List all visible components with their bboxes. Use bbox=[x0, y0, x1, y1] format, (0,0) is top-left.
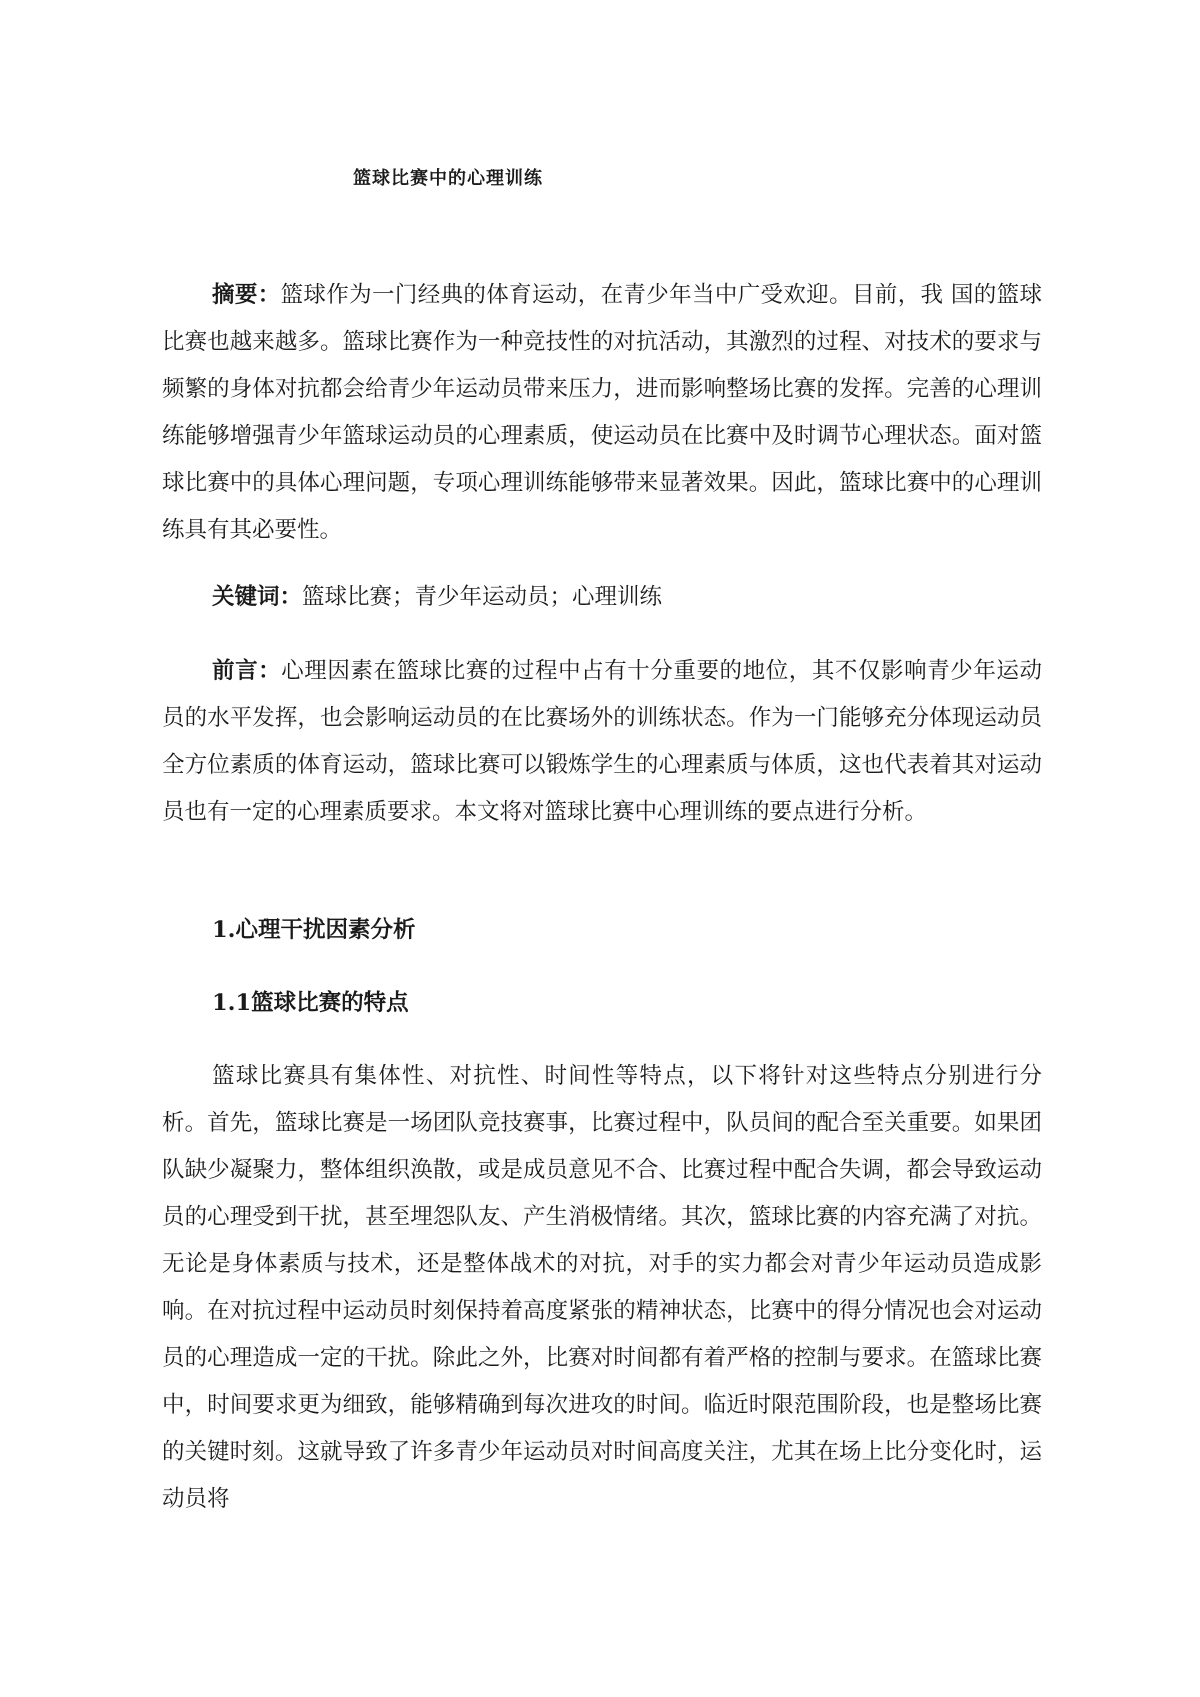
body-paragraph: 篮球比赛具有集体性、对抗性、时间性等特点，以下将针对这些特点分别进行分析。首先，篮球比赛是一场团队竞技赛事，比赛过程中，队员间的配合至关重要。如果团队缺少凝聚力，整体组织涣散，或是成员意见不合、比赛过程中配合失调，都会导致运动员的心理受到干扰，甚至埋怨队友、产生消极情绪。其次，篮球比赛的内容充满了对抗。无论是身体素质与技术，还是整体战术的对抗，对手的实力都会对青少年运动员造成影响。在对抗过程中运动员时刻保持着高度紧张的精神状态，比赛中的得分情况也会对运动员的心理造成一定的干扰。除此之外，比赛对时间都有着严格的控制与要求。在篮球比赛中，时间要求更为细致，能够精确到每次进攻的时间。临近时限范围阶段，也是整场比赛的关键时刻。这就导致了许多青少年运动员对时间高度关注，尤其在场上比分变化时，运动员将 bbox=[162, 1063, 1042, 1512]
abstract-label: 摘要： bbox=[212, 282, 281, 308]
keywords-paragraph bbox=[162, 574, 1042, 621]
preface-text: 心理因素在篮球比赛的过程中占有十分重要的地位，其不仅影响青少年运动员的水平发挥，也会影响运动员的在比赛场外的训练状态。作为一门能够充分体现运动员全方位素质的体育运动，篮球比赛可以锻炼学生的心理素质与体质，这也代表着其对运动员也有一定的心理素质要求。本文将对篮球比赛中心理训练的要点进行分析。 bbox=[162, 658, 1042, 825]
section-heading: 1.心理干扰因素分析 bbox=[212, 917, 416, 943]
abstract-text: 篮球作为一门经典的体育运动，在青少年当中广受欢迎。目前，我 国的篮球比赛也越来越多。篮球比赛作为一种竞技性的对抗活动，其激烈的过程、对技术的要求与频繁的身体对抗都会给青少年运动员带来压力，进而影响整场比赛的发挥。完善的心理训练能够增强青少年篮球运动员的心理素质，使运动员在比赛中及时调节心理状态。面对篮球比赛中的具体心理问题，专项心理训练能够带来显著效果。因此，篮球比赛中的心理训练具有其必要性。 bbox=[162, 282, 1042, 543]
preface-paragraph bbox=[162, 648, 1042, 836]
keywords-text: 篮球比赛；青少年运动员；心理训练 bbox=[302, 584, 663, 610]
subsection-heading: 1.1篮球比赛的特点 bbox=[212, 990, 409, 1016]
document-title: 篮球比赛中的心理训练 bbox=[353, 168, 543, 189]
keywords-label: 关键词： bbox=[212, 584, 303, 610]
abstract-paragraph bbox=[162, 272, 1042, 554]
preface-label: 前言： bbox=[212, 658, 282, 684]
